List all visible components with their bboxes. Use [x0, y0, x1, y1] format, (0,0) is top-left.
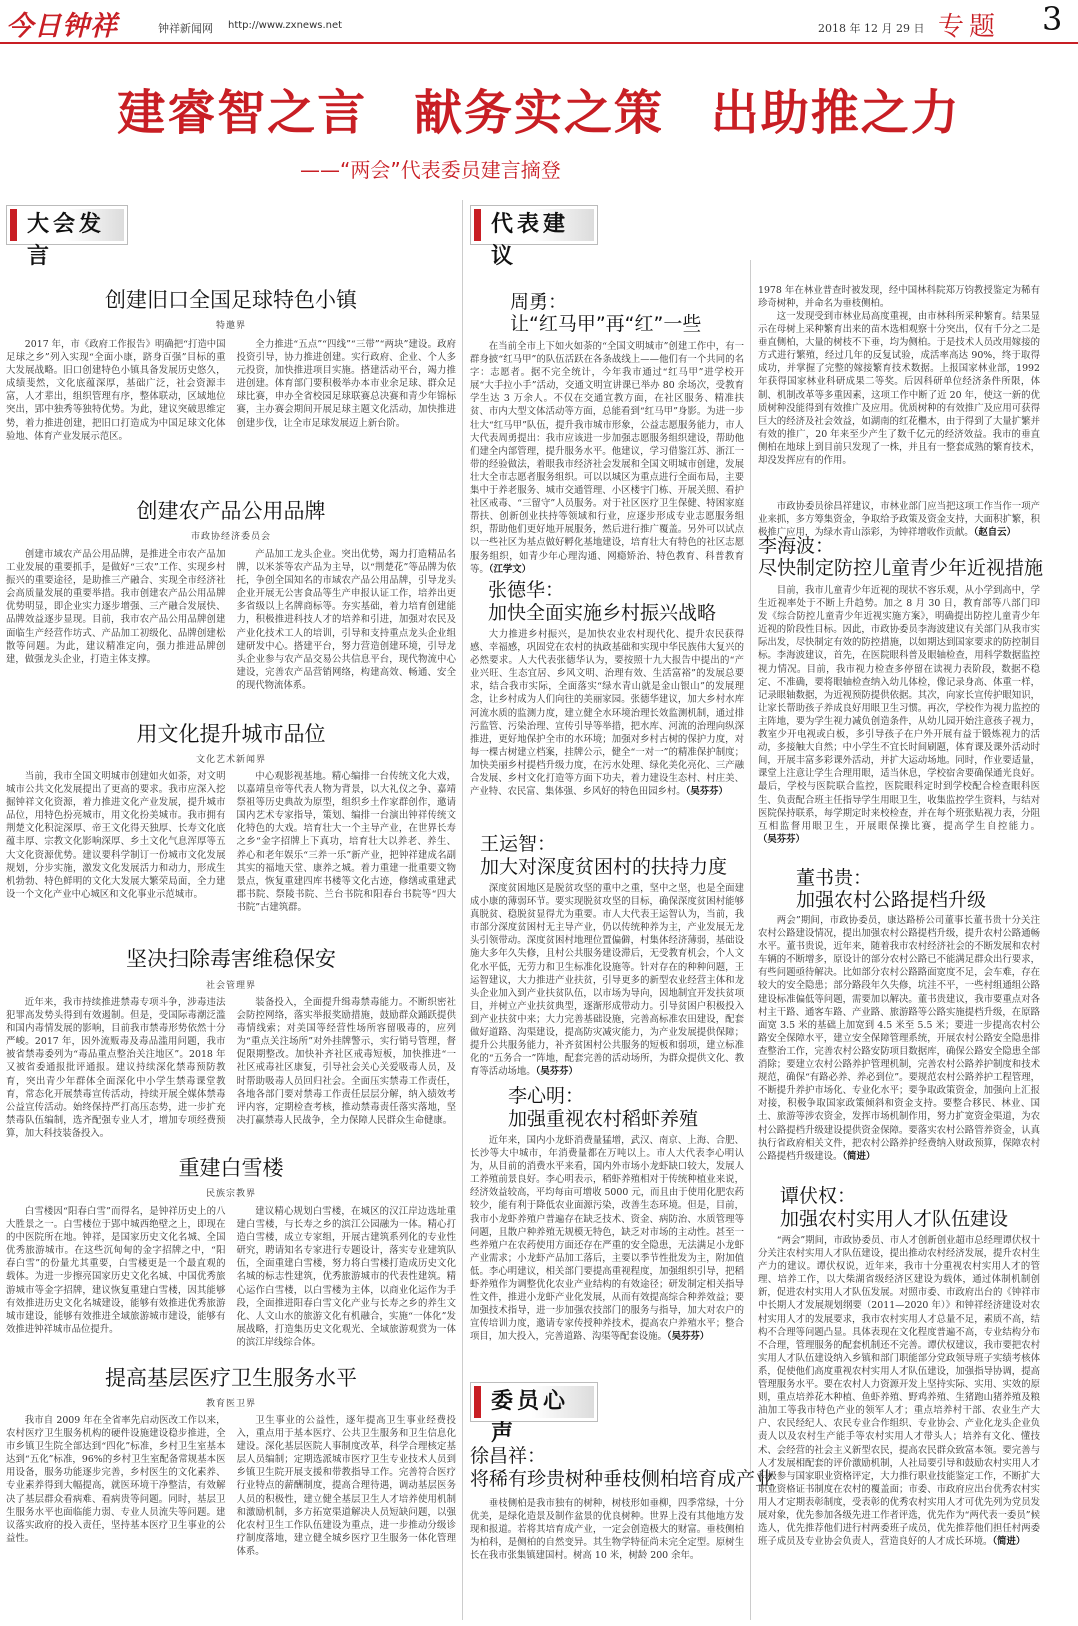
- article-title[interactable]: 加强重视农村稻虾养殖: [508, 1108, 699, 1130]
- proposer-name: 王运智：: [480, 833, 557, 855]
- article-column: 2017 年，市《政府工作报告》明确把“打造中国足球之乡”列入实现“全面小康，跻身百强”目标的重大发展战略。旧口创建特色小镇具备发展历史悠久，成绩斐然，文化底蕴深厚，基础广泛，社会资源丰富，人才辈出，组织管理有序，整体联动，区域地位突出，郢中独秀等独特优势。为此，建议突破思维定势，着力推进创建，把旧口打造成为中国足球文化体验地、体育产业发展示范区。: [6, 339, 226, 442]
- article-body: [6, 338, 456, 484]
- article-column: 装备投入，全面提升缉毒禁毒能力。不断织密社会防控网络，落实举报奖励措施，鼓励群众踊跃提供毒情线索；对美国等经营性场所容留吸毒的，应列为“重点关注场所”对外挂牌警示，实行销号管理，督促限期整改。加快补齐社区戒毒短板，加快推进“一社区戒毒社区康复，引导社会关心关爱吸毒人员，及时帮助吸毒人员回归社会。全面压实禁毒工作责任，各地各部门要对禁毒工作责任层层分解，纳入绩效考评内容，定期检查考核，推动禁毒责任落实落地，坚决打赢禁毒人民战争，全力保障人民群众生命健康。: [236, 997, 456, 1126]
- member-name: 徐昌祥：: [470, 1445, 547, 1467]
- article-body: [470, 340, 744, 575]
- article-signoff: （赵自云）: [973, 527, 1016, 539]
- article-title[interactable]: 加强农村公路提档升级: [796, 889, 987, 911]
- article-text: 目前，我市儿童青少年近视的现状不容乐观，从小学到高中，学生近视率处于不断上升趋势。加之 8 月 30 日，教育部等八部门印发《综合防控儿童青少年近视实施方案》，明确提出防控儿童青少年近视的阶段性目标。因此，市政协委员李海波建议有关部门从我市实际出发，尽快制定有效的防控措施，以如期达到国家要求的防控制目标。李海波建议，首先，在医院眼科普及眼轴检查，用科学数据监控视力情况。目前，我市视力检查多停留在读视力表阶段，数据不稳定、不准确，要将眼轴检查纳入幼儿体检，像记录身高、体重一样，记录眼轴数据，为近视预防提供依据。其次，向家长宣传护眼知识，让家长帮助孩子养成良好用眼卫生习惯。再次，学校作为视力监控的主阵地，要为学生视力减负创造条件，从幼儿园开始注意孩子视力，教室少开电视或白板，多引导孩子在户外开展有益于锻炼视力的活动，多接触大自然；中小学生不宜长时间刷题，体育课及课外活动时间，开展丰富多彩课外活动，并扩大运动场地。同时，作业要适量，课堂上注意让学生合理用眼，适当休息，学校宿舍要确保通光良好。最后，学校与医院联合监控，医院眼科定时到学校配合检查眼科医生、负责配合班主任指导学生用眼卫生，收集监控学生资料，与结对医院保持联系，每学期定时来校检查，并在每个班张贴视力表，分阻互相监督用眼卫生，开展眼保操比赛，提高学生自控能力。: [758, 585, 1040, 832]
- article-signoff: （江学文）: [488, 563, 531, 575]
- article-body: [6, 1414, 456, 1622]
- article-title[interactable]: 重建白雪楼: [178, 1156, 284, 1180]
- page-number: 3: [1042, 0, 1063, 38]
- article-signoff: （吴芬芬）: [685, 786, 728, 798]
- article-author: 教育医卫界: [205, 1399, 256, 1409]
- page-headline: 建睿智之言 献务实之策 出助推之力: [117, 85, 961, 141]
- article-continuation: 1978 年在林业普查时被发现，经中国林科院郑万钧教授鉴定为稀有珍奇树种，并命名为垂枝侧柏。: [758, 285, 1040, 310]
- article-text: “两会”期间，市政协委员、市人才创新创业超市总经理谭伏权十分关注农村实用人才队伍建设，提出推动农村经济发展，提升农村生产力的建议。谭伏权说，近年来，我市十分重视农村实用人才的管理、培养工作，以大柴湖省级经济区建设为载体，通过体制机制创新，促进农村实用人才队伍发展。对照市委、市政府出台的《钟祥市中长期人才发展规划纲要（2011—2020 年）》和钟祥经济建设对农村实用人才的发展要求，我市农村实用人才总量不足，素质不高，结构不合理等问题凸显。具体表现在文化程度普遍不高，专业结构分布不合理，管理服务的配套机制还不完善。谭伏权建议，我市要把农村实用人才队伍建设纳入乡镇和部门职能部分党政领导班子实绩考核体系，促使他们高度重视农村实用人才队伍建设，加强指导协调，提高管理服务水平。要在农村人力资源开发上坚持实际、实用、实效的原则，重点培养花木种植、鱼虾养殖、野鸡养殖、生猪跑山猪养殖及粮油加工等我市特色产业的领军人才；重点培养村干部、农业生产大户、农民经纪人、农民专业合作组织、专业协会、产业化龙头企业负责人以及农村生产能手等农村实用人才带头人；培养有文化、懂技术、会经营的社会主义新型农民，提高农民群众致富本领。要完善与人才发展相配套的评价激励机制，人社局要引导和鼓励农村实用人才积极参与国家职业资格评定，大力推行职业技能鉴定工作，不断扩大职业资格证书制度在农村的覆盖面；市委、市政府应出台优秀农村实用人才定期表彰制度，受表彰的优秀农村实用人才可优先列为党员发展对象，优先参加各级先进工作者评选，优先作为“两代表一委员”候选人，优先推荐他们进行村两委班子成员，优先推荐他们担任村两委班子成员及专业协会负责人，营造良好的人才成长环境。: [758, 1235, 1040, 1548]
- article-title[interactable]: 加快全面实施乡村振兴战略: [488, 602, 717, 624]
- article-body: [6, 770, 456, 926]
- article-body: [6, 548, 456, 698]
- section-tag-member-voices: [470, 1382, 598, 1446]
- article-title[interactable]: 用文化提升城市品位: [136, 722, 326, 746]
- article-title[interactable]: 让“红马甲”再“红”一些: [510, 313, 702, 335]
- article-signoff: （吴芬芬）: [758, 833, 805, 845]
- article-body: [6, 1205, 456, 1347]
- issue-date: 2018 年 12 月 29 日: [818, 22, 925, 35]
- article-column: 建议精心规划白雪楼，在城区的汉江岸边选址重建白雪楼，与长寿之乡的滨江公园融为一体。精心打造白雪楼，成立专家组，开展古建筑系列化的专业性研究，聘请知名专家进行专题设计，落实专业建筑队伍，全面重建白雪楼，努力将白雪楼打造成历史文化名城的标志性建筑，优秀旅游城市的代表性建筑。精心运作白雪楼，以白雪楼为主体，以商业化运作为手段，全面推进阳春白雪文化产业与长寿之乡的养生文化、人文山水的旅游文化有机融合，实施“一体化”发展战略，打造集历史文化观光、全域旅游观赏为一体的滨江岸线综合体。: [236, 1206, 456, 1348]
- proposer-name: 李海波：: [758, 535, 835, 557]
- article-title[interactable]: 加大对深度贫困村的扶持力度: [480, 856, 728, 878]
- site-name: 钟祥新闻网: [158, 22, 213, 35]
- article-text: 深度贫困地区是脱贫攻坚的重中之重，坚中之坚，也是全面建成小康的薄弱环节。要实现脱贫攻坚的目标，确保深度贫困村能够真脱贫、稳脱贫显得尤为重要。市人大代表王运智认为，当前，我市部分深度贫困村无主导产业，仍以传统种养为主，产业发展无龙头引领带动。深度贫困村地理位置偏僻，村集体经济薄弱，基础设施大多年久失修，且村公共服务建设滞后，无受教育机会，个人文化水平低，无劳力和卫生标准化设施等。针对存在的种种问题，王运智建议，大力推进产业扶贫，引导更多的新型农业经营主体和龙头企业加入到产业扶贫队伍，以市场为导向，因地制宜开发扶贫项目，并树立产业扶贫典型，逐渐形成带动力。引导贫困户积极投入到产业扶贫中来；大力完善基础设施，完善高标准农田建设，配套做好道路、沟渠建设，提高防灾减灾能力，为产业发展提供保障；提升公共服务能力，补齐贫困村公共服务的短板和弱项，建立标准化的“五务合一”阵地，配套完善的活动场所，为群众提供文化、教育等活动场地。: [470, 883, 744, 1078]
- section-tag-member-voices-label: 委员心声: [474, 1386, 594, 1418]
- article-author: 民族宗教界: [205, 1189, 256, 1199]
- article-title[interactable]: 将稀有珍贵树种垂枝侧柏培育成产业: [470, 1468, 775, 1490]
- article-column: 我市自 2009 年在全省率先启动医改工作以来，农村医疗卫生服务机构的硬件设施建设稳步推进，全市乡镇卫生院全部达到“四化”标准，乡村卫生室基本达到“五化”标准，96%的乡村卫生室配备常规基本医用设备，服务功能逐步完善，乡村医生的文化素养、专业素养得到大幅提高，就医环境干净整洁，有效解决了基层群众看病难、看病贵等问题。同时，基层卫生服务水平也面临能力弱、专业人员流失等问题。建议落实政府的投入责任，坚持基本医疗卫生事业的公益性。: [6, 1415, 226, 1544]
- article-body: [6, 996, 456, 1139]
- article-column: 创建市域农产品公用品牌，是推进全市农产品加工业发展的重要抓手，是做好“三农”工作、实现乡村振兴的重要途径，是助推三产融合、实现全市经济社会高质量发展的重要举措。我市创建农产品公用品牌优势明显，即企业实力逐步增强、三产融合发展快、品牌效益逐步显现。目前，我市农产品公用品牌创建面临生产经营作坊式、产品加工初级化、品牌创建松散等问题。为此，建议精准定向，强力推进品牌创建，做强龙头企业，打造主体支撑。: [6, 549, 226, 665]
- article-title[interactable]: 坚决扫除毒害维稳保安: [126, 947, 336, 971]
- section-tag-speeches: [6, 205, 128, 269]
- article-column: 当前，我市全国文明城市创建如火如荼，对文明城市公共文化发展提出了更高的要求。我市应深入挖掘钟祥文化资源，着力推进文化产业发展，提升城市品位，用特色扮亮城市，用文化扮美城市。我市拥有荆楚文化积淀深厚、帝王文化得天独厚、长寿文化底蕴丰厚、宗教文化影响深厚、乡土文化气息浑厚等五大文化资源优势。建议要科学制订一份城市文化发展规划，分步实施，激发文化发展活力和动力，形成生机勃勃、特色鲜明的文化大发展大繁荣局面，全力建设一个文化产业中心城区和文化事业示范城市。: [6, 771, 226, 900]
- article-column: 白雪楼因“阳春白雪”而得名，是钟祥历史上的八大胜景之一。白雪楼位于郢中城西绝壁之上，即现在的中医院所在地。钟祥，是国家历史文化名城、全国优秀旅游城市。在这些沉甸甸的金字招牌之中，“阳春白雪”的份量尤其重要，白雪楼更是一个最直观的载体。为进一步擦亮国家历史文化名城、中国优秀旅游城市等金字招牌，建议恢复重建白雪楼，因其能够有效推进历史文化名城建设，能够有效推进优秀旅游城市建设，能够有效推进全域旅游城市建设，能够有效推进钟祥城市品位提升。: [6, 1206, 226, 1335]
- section-tag-proposals: [470, 205, 598, 269]
- article-title[interactable]: 创建旧口全国足球特色小镇: [105, 288, 357, 312]
- article-body: [470, 882, 744, 1078]
- section-tag-speeches-label: 大会发言: [10, 209, 124, 241]
- section-name: 专题: [938, 12, 1001, 42]
- site-url[interactable]: http://www.zxnews.net: [228, 20, 343, 31]
- article-body: [470, 1134, 744, 1362]
- column-divider-right: [750, 260, 751, 1620]
- article-body: [758, 914, 1040, 1172]
- article-signoff: （简进）: [992, 1536, 1026, 1548]
- article-column: 全力推进“五点”“四线”“三带”“两块”建设。政府投资引导，协力推进创建。实行政府、企业、个人多元投资，加快推进项目实施。搭建活动平台，竭力推进创建。体育部门要积极举办本市业余足球、群众足球比赛，申办全省校园足球联赛总决赛和青少年锦标赛，主办赛会期间开展足球主题文化活动，加快推进创建步伐，让全市足球发展迈上新台阶。: [236, 339, 456, 429]
- article-signoff: （简进）: [842, 1150, 876, 1162]
- article-text: 大力推进乡村振兴，是加快农业农村现代化、提升农民获得感、幸福感，巩固党在农村的执政基础和实现中华民族伟大复兴的必然要求。人大代表张德华认为，要按照十九大报告中提出的“产业兴旺、生态宜居、乡风文明、治理有效、生活富裕”的发展总要求，结合我市实际，全面落实“绿水青山就是金山银山”的发展理念，让乡村成为人们向往的美丽家园。张德华建议，加大乡村水库河流水质的监测力度，建立健全水环境治理长效监测机制，通过排污监管、污染治理、宣传引导等举措，把水库、河流的治理向纵深推进，更好地保护全市的水环境；加强对乡村古树的保护力度，对每一棵古树建立档案，挂牌公示，健全“一对一”的精准保护制度；加快美丽乡村提档升级力度，在污水处理、绿化美化亮化、三产融合发展、乡村文化打造等方面下功夫，着力建设生态村、村庄美、产业特、农民富、集体强、乡风好的特色田园乡村。: [470, 629, 744, 798]
- proposer-name: 李心明：: [508, 1085, 585, 1107]
- article-body: [758, 1234, 1040, 1622]
- article-continuation: 这一发现受到市林业局高度重视，由市林科所采种繁育。结果显示在母树上采种繁育出来的苗木选相观察十分突出，仅有千分之二是垂直侧柏，大量的树枝不下垂，均为侧柏。于是技术人员改用嫁接的方式进行繁殖，经过几年的反复试验，成活率高达 90%，终于取得成功，并掌握了完整的嫁接繁育技术数据。上报国家林业部，1992 年获得国家林业科研成果二等奖。后因科研单位经济条件所限，体制、机制改革等多重因素，这项工作中断了近 20 年，使这一新的优质树种没能得到有效推广及应用。优质树种的有效推广及应用可获得巨大的经济及社会效益，如湖南的红花檵木，由于得到了大量扩繁并有效的推广，20 年来至少产生了数千亿元的经济效益。我市的垂直侧柏在地球上到目前只发现了一株，并且有一整套成熟的繁育技术，却没发挥应有的作用。: [758, 311, 1040, 467]
- column-divider: [462, 200, 463, 1620]
- article-author: 社会管理界: [205, 981, 256, 991]
- article-text: 在当前全市上下如火如荼的“全国文明城市”创建工作中，有一群身披“红马甲”的队伍活跃在各条战线上——他们有一个共同的名字：志愿者。据不完全统计，今年我市通过“红马甲”进学校开展“大手拉小手”活动，交通文明宣讲课已举办 80 余场次，受教育学生达 3 万余人。不仅在交通宣教方面，在社区服务、精准扶贫、市内大型文体活动等方面，总能看到“红马甲”身影。为进一步壮大“红马甲”队伍，提升我市城市形象，公益志愿服务能力，市人大代表周勇提出：我市应该进一步加强志愿服务组织建设，帮助他们建全内部管理，提升服务水平。他建议，学习借鉴江苏、浙江一带的经验做法，着眼我市经济社会发展和全国文明城市创建，发展壮大全市志愿者服务组织。可以以城区为重点进行全面布局，主要集中于养老服务、城市交通管理、小区楼宇门栋、开展关照、看护社区戒毒、“三留守”人员服务。对于社区医疗卫生保健、特困家庭帮扶、创新创业扶持等领域和行业，应逐步形成专业志愿服务组织，帮助他们更好地开展服务，然后进行推广覆盖。另外可以试点以一些社区为基点做好孵化基地建设，培育壮大有特色的社区志愿服务组织，如青少年心理沟通、网瘾矫治、特色教育、科普教育等。: [470, 341, 744, 575]
- proposer-name: 董书贵：: [796, 867, 873, 889]
- article-signoff: （吴芬芬）: [535, 1066, 578, 1078]
- article-title[interactable]: 尽快制定防控儿童青少年近视措施: [758, 557, 1044, 579]
- article-body: 垂枝侧柏是我市独有的树种，树枝形如垂柳，四季常绿，十分优美，是绿化造景及制作盆景的优良树种。世界上没有其他地方发现和报道。若将其培育成产业，一定会创造极大的财富。垂枝侧柏为柏科，是侧柏的自然变异。其生物学特征尚未完全定型。原树生长在我市张集镇建国村。树高 10 米，树龄 200 余年。: [470, 1498, 744, 1562]
- article-text: 两会”期间，市政协委员，康达路桥公司董事长董书贵十分关注农村公路建设情况，提出加强农村公路提档升级，提升农村公路通畅水平。董书贵说，近年来，随着我市农村经济社会的不断发展和农村车辆的不断增多，原设计的部分农村公路已不能满足群众出行要求，有些问题亟待解决。比如部分农村公路路面宽度不足，会车难，存在较大的安全隐患；部分路段年久失修，坑洼不平，一些村组通组公路建设标准偏低等问题，需要加以解决。董书贵建议，我市要重点对各村主干路、通客车路、产业路、旅游路等公路实施提档升级，在原路面宽 3.5 米的基础上加宽到 4.5 米至 5.5 米；要进一步提高农村公路安全保障水平，建立安全保障管理系统，开展农村公路安全隐患排查整治工作，完善农村公路安防项目数据库，确保公路安全隐患全部消除；要建立农村公路养护管理机制，完善农村公路养护制度和技术规范，确保“有路必养、养必到位”。要规范农村公路养护工程管理，不断提升养护市场化、专业化水平；要争取政策资金，加强向上汇报对接，积极争取国家政策倾斜和资金支持。要整合移民、林业、国土、旅游等涉农资金，发挥市场机制作用，努力扩宽资金渠道，为农村公路提档升级建设提供资金保障。要落实农村公路管养资金，认真执行省政府相关文件，把农村公路养护经费纳入财政预算，保障农村公路提档升级建设。: [758, 915, 1040, 1162]
- section-tag-proposals-label: 代表建议: [474, 209, 594, 241]
- article-column: 近年来，我市持续推进禁毒专项斗争，涉毒违法犯罪高发势头得到有效遏制。但是，受国际毒潮泛滥和国内毒情发展的影响，目前我市禁毒形势依然十分严峻。2017 年，因外流贩毒及毒品滥用问题，我市被省禁毒委列为“毒品重点整治关注地区”。2018 年又被省委通报批评通报。建议持续深化禁毒预防教育，突出青少年群体全面深化中小学生禁毒课堂教育，常态化开展禁毒宣传活动，持续开展全媒体禁毒公益宣传活动。始终保持严打高压态势，进一步扩充禁毒队伍编制，选齐配强专业人才，增加专项经费预算，加大科技装备投入。: [6, 997, 226, 1139]
- article-body: [470, 628, 744, 820]
- proposer-name: 谭伏权：: [780, 1185, 857, 1207]
- article-title[interactable]: 提高基层医疗卫生服务水平: [105, 1366, 357, 1390]
- article-author: 文化艺术新闻界: [195, 755, 266, 765]
- article-column: 卫生事业的公益性，逐年提高卫生事业经费投入，重点用于基本医疗、公共卫生服务和卫生信息化建设。深化基层医院人事制度改革，科学合理核定基层人员编制；定期选派城市医疗卫生专业技术人员到乡镇卫生院开展支援和带教指导工作。完善符合医疗行业特点的薪酬制度，提高合理待遇，调动基层医务人员的积极性，建立健全基层卫生人才培养使用机制和激励机制，多方拓宽渠道解决人员短缺问题，以强化农村卫生工作队伍建设为重点，进一步推动分级诊疗制度落地，建立健全城乡医疗卫生服务一体化管理体系。: [236, 1415, 456, 1557]
- article-title[interactable]: 加强农村实用人才队伍建设: [780, 1208, 1009, 1230]
- article-author: 特邀界: [215, 321, 246, 331]
- article-author: 市政协经济委员会: [190, 532, 271, 542]
- article-column: 产品加工龙头企业。突出优势，竭力打造精品名牌，以米茶等农产品为主导，以“荆楚花”等品牌为依托，争创全国知名的市域农产品公用品牌，引导龙头企业开展无公害食品等生产申报认证工作，培养出更多省级以上名牌商标等。夯实基础，着力培育创建能力，积极推进科技人才的培养和引进，加强对农民及产业化技术工人的培训，引导和支持重点龙头企业组建研发中心。搭建平台，努力营造创建环境，引导龙头企业参与农产品交易公共信息平台，现代物流中心建设，完善农产品营销网络，构建高效、畅通、安全的现代物流体系。: [236, 549, 456, 691]
- page-subheadline: ——“两会”代表委员建言摘登: [300, 158, 561, 182]
- proposer-name: 周勇：: [510, 291, 568, 313]
- article-body: [758, 584, 1040, 852]
- article-title[interactable]: 创建农产品公用品牌: [136, 499, 326, 523]
- proposer-name: 张德华：: [488, 579, 565, 601]
- article-text: 市政协委员徐昌祥建议，市林业部门应当把这项工作当作一项产业来抓，多方筹集资金，争取给予政策及资金支持，大面积扩繁，积极推广应用，为绿水青山添彩，为钟祥增收作贡献。: [758, 501, 1040, 539]
- newspaper-logo: 今日钟祥: [6, 11, 118, 42]
- masthead: [0, 0, 1078, 44]
- article-signoff: （吴芬芬）: [666, 1331, 710, 1343]
- article-column: 中心观影视基地。精心编排一台传统文化大戏，以嘉靖皇帝等代表人物为背景，以大礼仪之争、嘉靖祭祖等历史典故为原型，组织乡土作家群创作，邀请国内艺术专家指导，策划、编排一台演出钟祥传统文化特色的大戏。培育壮大一个主导产业，在世界长寿之乡“金字招牌上下真功，培育壮大以养老、养生、养心和老年娱乐“三养一乐”新产业，把钟祥建成名副其实的福地天堂、康养之城。着力重建一批重要文物景点，恢复重建四库书楼等文化古迹，修缮或重建武郡书院、祭陵书院、兰台书院和阳春台书院等“四大书院”古建筑群。: [236, 771, 456, 913]
- article-text: 近年来，国内小龙虾消费量猛增，武汉、南京、上海、合肥、长沙等大中城市，年消费量都在万吨以上。市人大代表李心明认为，从目前的消费水平来看，国内外市场小龙虾缺口较大，发展人工养殖前景良好。李心明表示，稻虾养殖相对于传统种植业来说，经济效益较高，平均每亩可增收 5000 元，而且由于使用化肥农药较少，能有利于降低农业面源污染，改善生态环境。但是，目前，我市小龙虾养殖户普遍存在缺乏技术、资金、病防治、水质管理等问题，且散户种养殖无规模无特色，缺乏对市场的主动性。甚至一些养殖户在农药使用方面还存在严重的安全隐患，无法满足小龙虾产业需求；小龙虾产品加工落后，主要以季节性批发为主，附加值低。李心明建议，相关部门要提高重视程度，加强组织引导，把稻虾养殖作为调整优化农业产业结构的有效途径；研发制定相关指导性文件，推进小龙虾产业化发展，从而有效提高综合种养效益；要加强技术指导，进一步加强农技部门的服务与指导，加大对农户的宣传培训力度，邀请专家传授种养技术，提高农户养殖水平；整合项目，加大投入，完善道路、沟渠等配套设施。: [470, 1135, 744, 1343]
